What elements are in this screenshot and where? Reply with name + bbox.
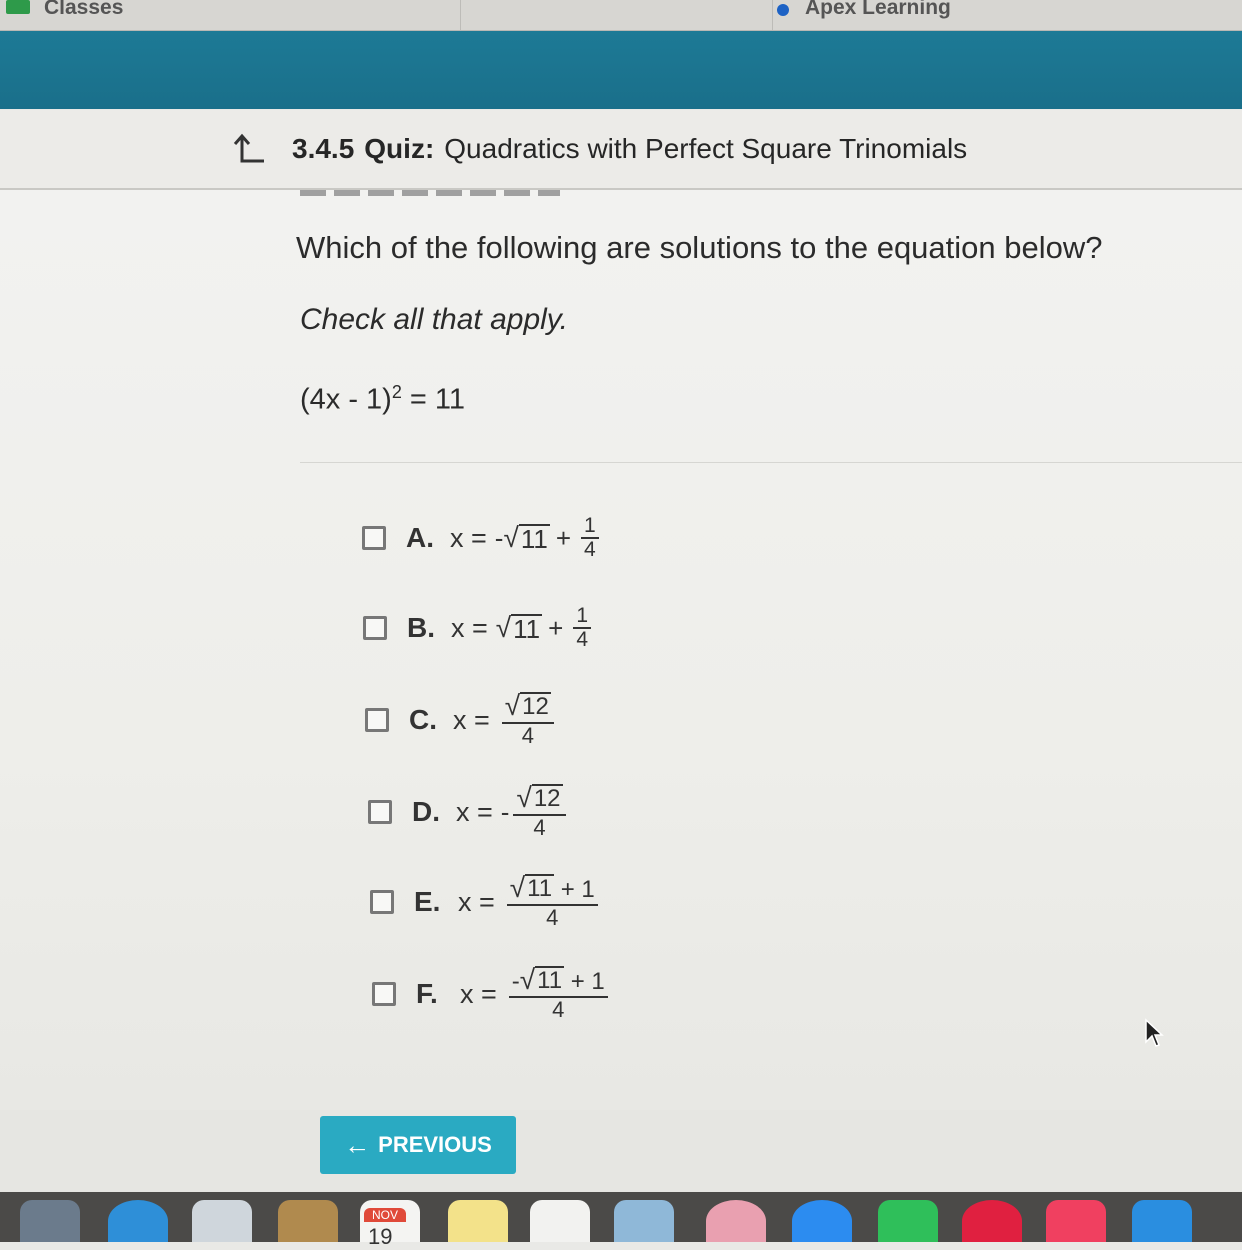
numerator: √ 12 — [513, 784, 565, 816]
option-expression — [501, 784, 570, 840]
option-expression — [503, 874, 602, 930]
numerator: 1 — [573, 605, 591, 629]
radicand: 12 — [522, 693, 549, 720]
question-instruction: Check all that apply. — [300, 303, 568, 336]
fraction — [502, 692, 554, 748]
radicand: 12 — [533, 785, 561, 812]
option-variable: x = — [453, 704, 490, 735]
question-prompt: Which of the following are solutions to the equation below? — [296, 230, 1103, 265]
fraction — [509, 966, 608, 1022]
browser-tab-bar — [0, 0, 1242, 31]
option-letter: F. — [416, 978, 438, 1009]
quiz-label: Quiz: — [364, 133, 435, 164]
fraction — [581, 515, 599, 561]
tab-apex-learning[interactable] — [772, 0, 1242, 30]
denominator: 4 — [533, 815, 546, 840]
quiz-title: Quadratics with Perfect Square Trinomials — [444, 133, 968, 164]
denominator: 4 — [552, 997, 565, 1022]
option-variable: x = — [456, 796, 493, 827]
fraction — [513, 784, 565, 840]
fraction — [573, 605, 591, 651]
option-letter: D. — [412, 796, 440, 827]
option-letter: C. — [409, 704, 437, 735]
mac-dock — [0, 1192, 1242, 1242]
plus-sign: + — [548, 612, 564, 643]
checkbox-b[interactable] — [363, 616, 387, 640]
checkbox-a[interactable] — [362, 526, 386, 550]
checkbox-d[interactable] — [368, 800, 392, 824]
denominator: 4 — [584, 538, 596, 561]
quiz-title-bar — [0, 110, 1242, 190]
calendar-day: 19 — [368, 1224, 393, 1249]
option-b[interactable] — [363, 598, 595, 658]
messages-icon[interactable] — [792, 1200, 852, 1242]
classes-icon — [6, 0, 30, 14]
negative-sign: - — [494, 522, 504, 553]
option-a[interactable] — [362, 508, 603, 568]
option-expression — [498, 692, 558, 748]
checkbox-f[interactable] — [372, 982, 396, 1006]
option-expression — [505, 966, 612, 1022]
mail-icon[interactable] — [192, 1200, 252, 1242]
photos-icon[interactable] — [706, 1200, 766, 1242]
facetime-icon[interactable] — [878, 1200, 938, 1242]
option-letter: B. — [407, 612, 435, 643]
equation-left: (4x - 1) — [300, 383, 392, 416]
negative-sign: - — [511, 968, 520, 995]
question-panel — [0, 190, 1242, 1110]
option-d[interactable] — [368, 782, 570, 842]
option-f[interactable] — [372, 964, 612, 1024]
back-arrow-icon[interactable] — [232, 131, 268, 167]
fraction — [507, 874, 598, 930]
notes-icon[interactable] — [448, 1200, 508, 1242]
checkbox-e[interactable] — [370, 890, 394, 914]
option-letter: A. — [406, 522, 434, 553]
option-expression — [495, 515, 603, 561]
previous-button[interactable] — [320, 1116, 516, 1174]
option-variable: x = — [458, 886, 495, 917]
option-variable: x = — [460, 978, 497, 1009]
numerator: 1 — [581, 515, 599, 539]
numerator-tail: + 1 — [560, 876, 595, 903]
equation-exponent: 2 — [391, 382, 402, 402]
option-variable: x = — [450, 522, 487, 553]
radicand: 11 — [537, 967, 563, 994]
numerator: - √ 11 + 1 — [509, 966, 608, 998]
equation-right: = 11 — [401, 383, 466, 416]
radicand: 11 — [513, 614, 541, 644]
maps-icon[interactable] — [614, 1200, 674, 1242]
radicand: 11 — [527, 875, 553, 902]
arrow-left-icon: ← — [344, 1129, 371, 1160]
scrolled-question-header — [300, 190, 560, 196]
tab-classes-label: Classes — [44, 0, 124, 19]
numerator-tail: + 1 — [570, 968, 605, 995]
square-root: √ 11 — [503, 522, 548, 554]
apex-icon — [777, 4, 789, 16]
negative-sign: - — [500, 796, 510, 827]
option-expression — [496, 605, 595, 651]
news-icon[interactable] — [962, 1200, 1022, 1242]
launchpad-icon[interactable] — [20, 1200, 80, 1242]
divider — [300, 462, 1242, 463]
quiz-number: 3.4.5 — [292, 133, 355, 164]
plus-sign: + — [555, 522, 572, 553]
question-equation — [300, 382, 465, 417]
notebook-icon[interactable] — [278, 1200, 338, 1242]
calendar-month: NOV — [364, 1208, 406, 1222]
previous-label: PREVIOUS — [378, 1132, 492, 1157]
denominator: 4 — [521, 723, 534, 748]
option-letter: E. — [414, 886, 441, 917]
navigation-strip — [0, 1110, 1242, 1192]
site-header — [0, 31, 1242, 109]
safari-icon[interactable] — [108, 1200, 168, 1242]
tab-classes[interactable] — [0, 0, 461, 30]
option-variable: x = — [451, 612, 488, 643]
square-root: √ 11 — [495, 612, 541, 644]
checkbox-c[interactable] — [365, 708, 389, 732]
numerator: √ 11 + 1 — [507, 874, 598, 906]
option-e[interactable] — [370, 872, 602, 932]
denominator: 4 — [576, 628, 589, 651]
option-c[interactable] — [365, 690, 558, 750]
music-icon[interactable] — [1046, 1200, 1106, 1242]
denominator: 4 — [546, 905, 559, 930]
numerator: √ 12 — [502, 692, 554, 724]
app-store-icon[interactable] — [1132, 1200, 1192, 1242]
tab-apex-label: Apex Learning — [805, 0, 951, 19]
reminders-icon[interactable] — [530, 1200, 590, 1242]
radicand: 11 — [520, 524, 548, 554]
mouse-cursor-icon — [1144, 1018, 1164, 1048]
